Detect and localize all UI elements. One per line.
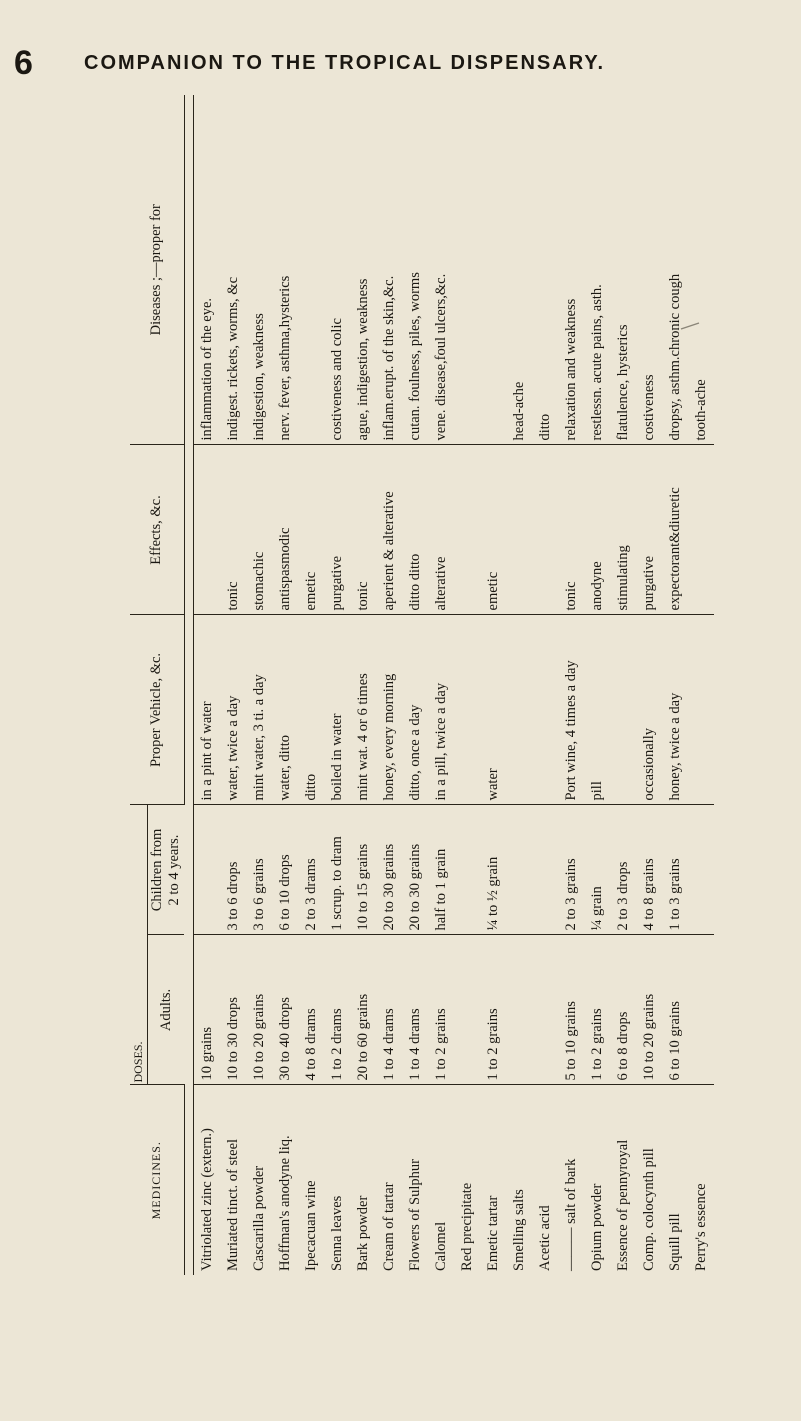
cell-effects: alterative: [428, 445, 454, 615]
cell-diseases: indigest. rickets, worms, &c: [220, 95, 246, 445]
cell-diseases: inflam.erupt. of the skin,&c.: [376, 95, 402, 445]
cell-diseases: flatulence, hysterics: [610, 95, 636, 445]
cell-medicine: Vitriolated zinc (extern.): [198, 1128, 215, 1271]
cell-children: [688, 805, 714, 935]
cell-vehicle: in a pint of water: [193, 615, 220, 805]
table-row: [193, 95, 220, 1275]
cell-adults: 6 to 10 grains: [662, 935, 688, 1085]
cell-diseases: ditto: [532, 95, 558, 445]
cell-diseases: ague, indigestion, weakness: [350, 95, 376, 445]
cell-adults: 1 to 2 drams: [324, 935, 350, 1085]
cell-vehicle: mint water, 3 ti. a day: [246, 615, 272, 805]
cell-adults: 1 to 2 grains: [584, 935, 610, 1085]
cell-medicine: Perry's essence: [692, 1183, 709, 1271]
cell-medicine: Senna leaves: [328, 1195, 345, 1271]
cell-children: 2 to 3 drams: [298, 805, 324, 935]
cell-adults: 6 to 8 drops: [610, 935, 636, 1085]
cell-effects: purgative: [324, 445, 350, 615]
table-row: [662, 95, 688, 1275]
cell-adults: 10 to 30 drops: [220, 935, 246, 1085]
cell-diseases: costiveness and colic: [324, 95, 350, 445]
cell-medicine: Opium powder: [588, 1183, 605, 1271]
cell-adults: 1 to 2 grains: [480, 935, 506, 1085]
cell-effects: expectorant&diuretic: [662, 445, 688, 615]
cell-adults: 1 to 4 drams: [402, 935, 428, 1085]
header-doses: DOSES.: [130, 805, 148, 1085]
cell-effects: purgative: [636, 445, 662, 615]
running-title: COMPANION TO THE TROPICAL DISPENSARY.: [84, 52, 606, 74]
cell-children: [193, 805, 220, 935]
cell-children: [532, 805, 558, 935]
cell-adults: 5 to 10 grains: [558, 935, 584, 1085]
table-row: [246, 95, 272, 1275]
cell-children: 20 to 30 grains: [402, 805, 428, 935]
header-medicines: MEDICINES.: [130, 1085, 184, 1275]
cell-children: [454, 805, 480, 935]
cell-diseases: [454, 95, 480, 445]
cell-diseases: relaxation and weakness: [558, 95, 584, 445]
table-row: [324, 95, 350, 1275]
cell-effects: aperient & alterative: [376, 445, 402, 615]
table-row: [298, 95, 324, 1275]
cell-diseases: inflammation of the eye.: [193, 95, 220, 445]
cell-effects: stomachic: [246, 445, 272, 615]
table-row: [558, 95, 584, 1275]
cell-vehicle: water: [480, 615, 506, 805]
cell-adults: 30 to 40 drops: [272, 935, 298, 1085]
cell-vehicle: [610, 615, 636, 805]
table-row: [376, 95, 402, 1275]
cell-medicine: Comp. colocynth pill: [640, 1148, 657, 1271]
cell-medicine: Cream of tartar: [380, 1182, 397, 1271]
cell-vehicle: mint wat. 4 or 6 times: [350, 615, 376, 805]
cell-vehicle: honey, twice a day: [662, 615, 688, 805]
cell-adults: [532, 935, 558, 1085]
header-adults: Adults.: [148, 935, 185, 1085]
cell-children: [506, 805, 532, 935]
cell-children: 6 to 10 drops: [272, 805, 298, 935]
cell-children: 1 to 3 grains: [662, 805, 688, 935]
header-children-line2: 2 to 4 years.: [166, 834, 182, 906]
cell-vehicle: [688, 615, 714, 805]
cell-adults: 1 to 2 grains: [428, 935, 454, 1085]
cell-children: 20 to 30 grains: [376, 805, 402, 935]
table-row: [350, 95, 376, 1275]
dosage-table: [130, 95, 709, 1275]
cell-diseases: costiveness: [636, 95, 662, 445]
cell-diseases: dropsy, asthm.chronic cough: [662, 95, 688, 445]
cell-children: 1 scrup. to dram: [324, 805, 350, 935]
cell-children: 2 to 3 grains: [558, 805, 584, 935]
cell-children: 3 to 6 drops: [220, 805, 246, 935]
cell-effects: emetic: [298, 445, 324, 615]
cell-effects: [193, 445, 220, 615]
cell-medicine: Flowers of Sulphur: [406, 1159, 423, 1271]
cell-medicine: Hoffman's anodyne liq.: [276, 1135, 293, 1271]
cell-medicine: Bark powder: [354, 1195, 371, 1271]
cell-diseases: restlessn. acute pains, asth.: [584, 95, 610, 445]
cell-vehicle: ditto: [298, 615, 324, 805]
table-row: [532, 95, 558, 1275]
cell-vehicle: pill: [584, 615, 610, 805]
cell-adults: 10 grains: [193, 935, 220, 1085]
cell-medicine: Muriated tinct. of steel: [224, 1138, 241, 1271]
cell-effects: [532, 445, 558, 615]
cell-medicine: Emetic tartar: [484, 1195, 501, 1271]
cell-children: ¼ grain: [584, 805, 610, 935]
cell-adults: [454, 935, 480, 1085]
table-row: [480, 95, 506, 1275]
cell-effects: anodyne: [584, 445, 610, 615]
cell-medicine: Calomel: [432, 1221, 449, 1271]
cell-effects: antispasmodic: [272, 445, 298, 615]
cell-vehicle: water, ditto: [272, 615, 298, 805]
cell-medicine: Essence of pennyroyal: [614, 1139, 631, 1271]
cell-medicine: Red precipitate: [458, 1182, 475, 1271]
cell-diseases: [480, 95, 506, 445]
cell-vehicle: Port wine, 4 times a day: [558, 615, 584, 805]
cell-children: 2 to 3 drops: [610, 805, 636, 935]
cell-adults: [506, 935, 532, 1085]
cell-effects: ditto ditto: [402, 445, 428, 615]
cell-diseases: vene. disease,foul ulcers,&c.: [428, 95, 454, 445]
cell-medicine: Ipecacuan wine: [302, 1180, 319, 1271]
cell-adults: 20 to 60 grains: [350, 935, 376, 1085]
cell-diseases: cutan. foulness, piles, worms: [402, 95, 428, 445]
table-row: [272, 95, 298, 1275]
cell-effects: [506, 445, 532, 615]
header-children: [148, 805, 185, 935]
table-row: [636, 95, 662, 1275]
cell-vehicle: [454, 615, 480, 805]
table-row: [220, 95, 246, 1275]
table-row: [402, 95, 428, 1275]
table-row: [454, 95, 480, 1275]
cell-medicine: Smelling salts: [510, 1189, 527, 1271]
cell-adults: 1 to 4 drams: [376, 935, 402, 1085]
cell-adults: 4 to 8 drams: [298, 935, 324, 1085]
cell-vehicle: [532, 615, 558, 805]
cell-adults: 10 to 20 grains: [636, 935, 662, 1085]
cell-adults: 10 to 20 grains: [246, 935, 272, 1085]
cell-vehicle: [506, 615, 532, 805]
header-children-line1: Children from: [149, 828, 165, 912]
cell-medicine: Cascarilla powder: [250, 1165, 267, 1271]
cell-effects: tonic: [558, 445, 584, 615]
table-row: [610, 95, 636, 1275]
cell-vehicle: in a pill, twice a day: [428, 615, 454, 805]
cell-effects: stimulating: [610, 445, 636, 615]
cell-medicine: Acetic acid: [536, 1205, 553, 1271]
cell-children: half to 1 grain: [428, 805, 454, 935]
header-effects: Effects, &c.: [130, 445, 184, 615]
running-header: [0, 44, 801, 84]
cell-diseases: indigestion, weakness: [246, 95, 272, 445]
header-diseases: Diseases ;—proper for: [130, 95, 184, 445]
cell-medicine: ——— salt of bark: [562, 1158, 579, 1271]
cell-effects: emetic: [480, 445, 506, 615]
cell-children: 3 to 6 grains: [246, 805, 272, 935]
cell-diseases: head-ache: [506, 95, 532, 445]
cell-children: 4 to 8 grains: [636, 805, 662, 935]
header-vehicle: Proper Vehicle, &c.: [130, 615, 184, 805]
cell-effects: tonic: [350, 445, 376, 615]
cell-vehicle: boiled in water: [324, 615, 350, 805]
cell-children: 10 to 15 grains: [350, 805, 376, 935]
cell-children: ¼ to ½ grain: [480, 805, 506, 935]
cell-vehicle: honey, every morning: [376, 615, 402, 805]
cell-diseases: tooth-ache: [688, 95, 714, 445]
cell-effects: [688, 445, 714, 615]
page-number: 6: [14, 44, 33, 82]
table-header-row: [130, 95, 148, 1275]
cell-medicine: Squill pill: [666, 1213, 683, 1271]
table-row: [584, 95, 610, 1275]
cell-adults: [688, 935, 714, 1085]
cell-diseases: nerv. fever, asthma,hysterics: [272, 95, 298, 445]
cell-vehicle: occasionally: [636, 615, 662, 805]
cell-effects: tonic: [220, 445, 246, 615]
table-row: [506, 95, 532, 1275]
cell-effects: [454, 445, 480, 615]
cell-vehicle: water, twice a day: [220, 615, 246, 805]
table-row: [428, 95, 454, 1275]
cell-vehicle: ditto, once a day: [402, 615, 428, 805]
table-row: [688, 95, 714, 1275]
table-body: [193, 95, 714, 1275]
cell-diseases: [298, 95, 324, 445]
